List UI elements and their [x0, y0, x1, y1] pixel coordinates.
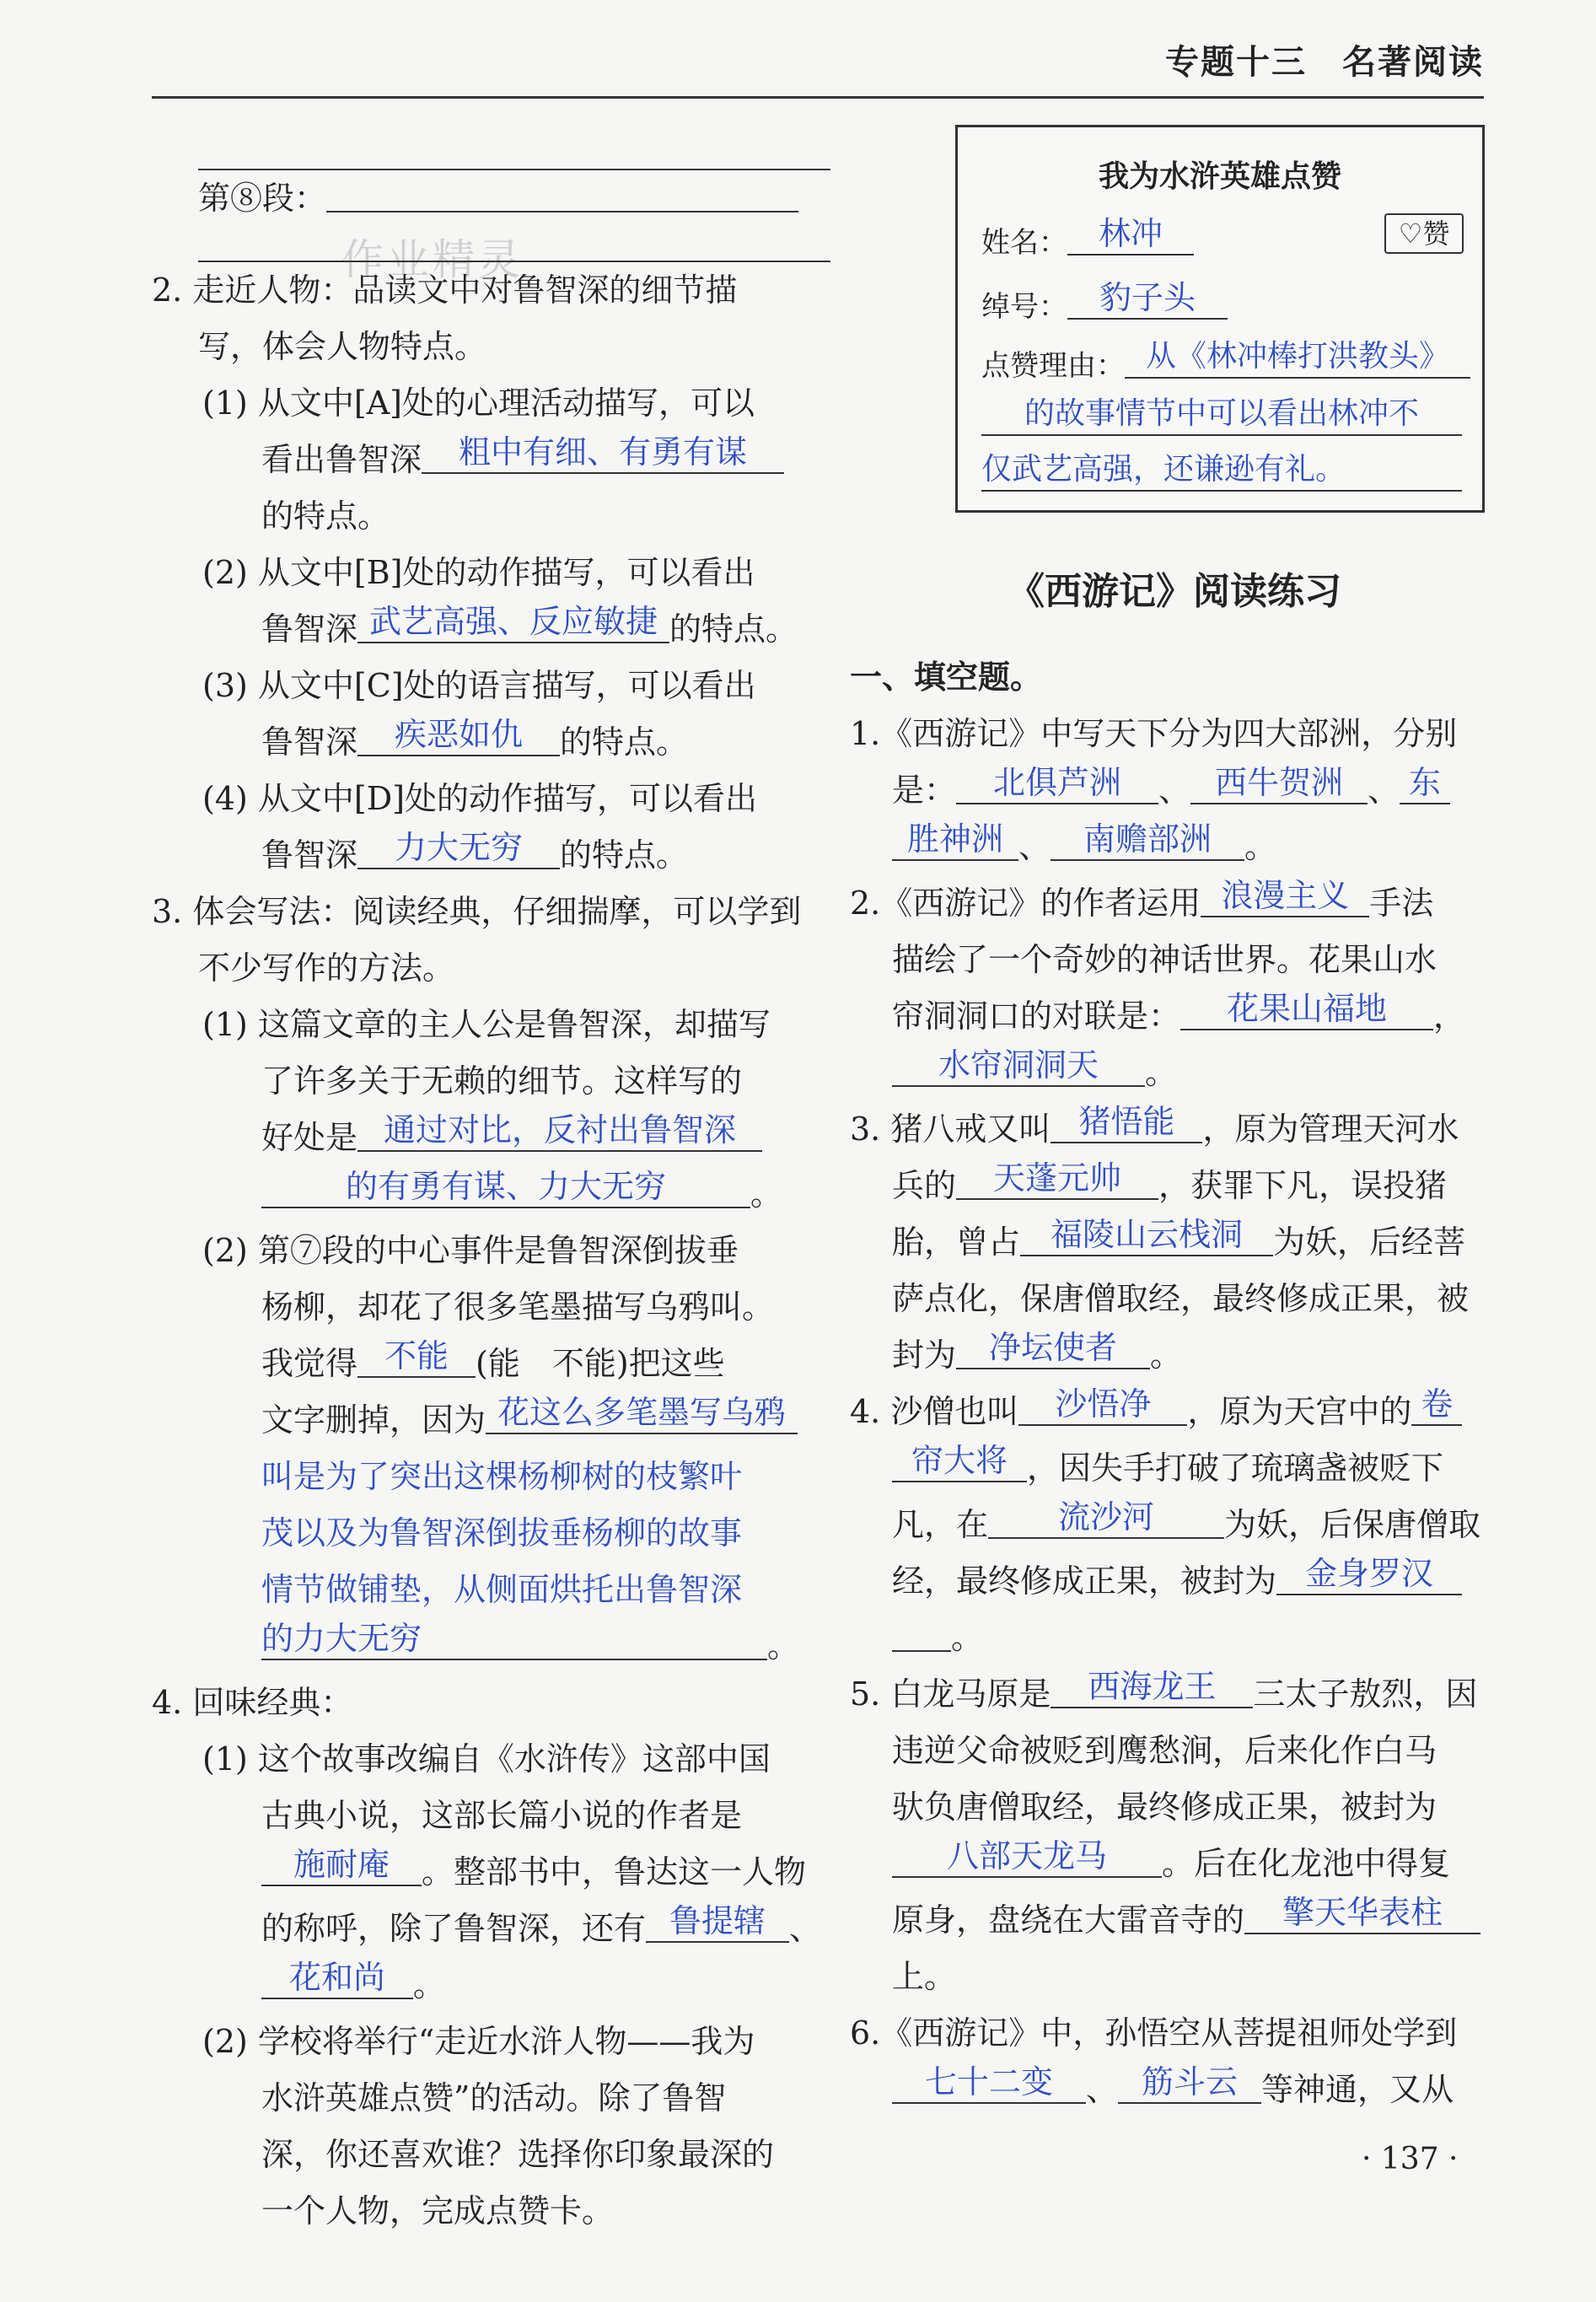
handwritten-answer: 施耐庵: [293, 1846, 390, 1883]
card-reason-row: [981, 451, 1462, 496]
handwritten-answer: 的力大无穷: [261, 1620, 422, 1657]
handwritten-answer: 仅武艺高强，还谦逊有礼。: [981, 452, 1346, 487]
handwritten-answer: 胜神洲: [906, 820, 1003, 858]
like-badge: ♡赞: [1384, 213, 1464, 254]
question-text: 兵的: [892, 1167, 957, 1204]
part-heading: 一、填空题。: [850, 659, 1043, 696]
page-header: [152, 30, 1484, 99]
answer-line: [152, 1901, 822, 1957]
answer-line: [850, 875, 1499, 932]
question-text: 、: [1368, 772, 1400, 809]
answer-line: [152, 1562, 809, 1618]
question-text: 。: [1150, 1337, 1183, 1374]
question-text: 鲁智深: [261, 610, 358, 648]
section-title: 《西游记》阅读练习: [1008, 570, 1341, 613]
question-text: 是：: [892, 772, 957, 809]
question-text: 三太子敖烈，因: [1253, 1675, 1478, 1713]
answer-line: [850, 1045, 1499, 1101]
question-text: 2. 走近人物：品读文中对鲁智深的细节描: [152, 272, 738, 309]
answer-line: [198, 126, 830, 170]
answer-line: [152, 1618, 809, 1675]
handwritten-answer: 帘大将: [911, 1442, 1008, 1479]
handwritten-answer: 武艺高强、反应敏捷: [369, 603, 658, 640]
question-text: 的称呼，除了鲁智深，还有: [261, 1910, 647, 1947]
question-text: 胎，曾占: [892, 1224, 1021, 1261]
answer-blank[interactable]: [1400, 764, 1450, 804]
answer-line: [152, 1392, 809, 1449]
answer-blank[interactable]: [357, 1337, 476, 1378]
handwritten-answer: 情节做铺垫，从侧面烘托出鲁智深: [261, 1571, 743, 1608]
question-text: ，获罪下凡，误投猪: [1158, 1167, 1448, 1204]
answer-line: [152, 601, 809, 658]
handwritten-answer: 疾恶如仇: [395, 716, 524, 753]
handwritten-answer: 福陵山云栈洞: [1051, 1216, 1244, 1253]
question-text: 的特点。: [560, 723, 689, 761]
handwritten-answer: 西海龙王: [1088, 1668, 1217, 1705]
handwritten-answer: 浪漫主义: [1221, 877, 1350, 914]
handwritten-answer: 鲁提辖: [669, 1902, 766, 1939]
question-text: 。: [1145, 1054, 1178, 1091]
answer-blank[interactable]: [1020, 1216, 1273, 1256]
answer-blank[interactable]: [956, 764, 1158, 804]
answer-blank[interactable]: [1051, 1668, 1253, 1708]
handwritten-answer: 筋斗云: [1142, 2063, 1239, 2100]
question-text: 、: [789, 1910, 822, 1947]
answer-line: [850, 1158, 1499, 1214]
card-title: 我为水浒英雄点赞: [1098, 159, 1341, 194]
answer-line: [152, 1336, 809, 1392]
handwritten-answer: 八部天龙马: [946, 1837, 1107, 1874]
handwritten-answer: 花果山福地: [1227, 990, 1388, 1027]
question-text: 深，你还喜欢谁？选择你印象最深的: [261, 2136, 775, 2173]
answer-blank[interactable]: [486, 1394, 798, 1434]
nickname-label: 绰号：: [981, 290, 1067, 324]
question-text: 手法: [1369, 885, 1434, 922]
answer-line: [850, 2062, 1499, 2118]
handwritten-answer: 的故事情节中可以看出林冲不: [1024, 396, 1419, 431]
question-text: 了许多关于无赖的细节。这样写的: [261, 1062, 743, 1100]
answer-line: [850, 1384, 1499, 1440]
question-text: 。整部书中，鲁达这一人物: [422, 1853, 807, 1891]
question-text: 鲁智深: [261, 836, 358, 874]
answer-blank[interactable]: [1276, 1555, 1462, 1595]
question-text: (能 不能)把这些: [476, 1345, 725, 1382]
question-text: 违逆父命被贬到鹰愁涧，后来化作白马: [892, 1732, 1437, 1769]
question-text: 2.《西游记》的作者运用: [850, 885, 1201, 922]
answer-line: [152, 1449, 809, 1505]
question-text: 封为: [892, 1337, 957, 1374]
answer-line: [152, 1110, 809, 1166]
answer-blank[interactable]: [261, 1959, 413, 1999]
answer-blank[interactable]: [1411, 1385, 1462, 1426]
answer-line: [850, 819, 1499, 875]
answer-line: [850, 1101, 1499, 1158]
question-text: 为妖，后经菩: [1273, 1224, 1466, 1261]
card-reason-row: [981, 395, 1462, 440]
question-text: 1.《西游记》中写天下分为四大部洲，分别: [850, 715, 1458, 752]
answer-blank[interactable]: [892, 820, 1018, 861]
handwritten-answer: 花和尚: [288, 1959, 385, 1996]
question-text: 、: [1158, 772, 1191, 809]
right-column: [850, 649, 1499, 2118]
answer-blank[interactable]: [646, 1902, 789, 1943]
question-text: (2) 从文中[B]处的动作描写，可以看出: [202, 554, 755, 591]
card-name-row: [981, 215, 1194, 261]
question-text: 4. 回味经典：: [152, 1684, 353, 1721]
answer-line: [152, 1505, 809, 1562]
nickname-field[interactable]: [1067, 279, 1228, 320]
reason-field[interactable]: [1125, 338, 1470, 379]
answer-line: [152, 714, 809, 771]
answer-line: [850, 1327, 1499, 1384]
handwritten-answer: 流沙河: [1058, 1498, 1155, 1536]
answer-blank[interactable]: [988, 1498, 1224, 1539]
question-text: 一个人物，完成点赞卡。: [261, 2192, 615, 2229]
answer-line: [152, 1957, 809, 2014]
answer-blank[interactable]: [1180, 990, 1433, 1030]
answer-blank[interactable]: [1190, 764, 1368, 804]
answer-blank[interactable]: [357, 1111, 762, 1152]
question-text: 、: [1018, 828, 1051, 865]
answer-blank[interactable]: [1201, 877, 1369, 917]
answer-blank[interactable]: [422, 433, 784, 474]
handwritten-answer: 茂以及为鲁智深倒拔垂杨柳的故事: [261, 1514, 743, 1552]
question-text: (4) 从文中[D]处的动作描写，可以看出: [202, 780, 758, 817]
answer-blank[interactable]: [357, 716, 560, 756]
page-number: · 137 ·: [1362, 2142, 1459, 2176]
handwritten-answer: 沙悟净: [1055, 1385, 1152, 1423]
question-text: 文字删掉，因为: [261, 1401, 486, 1439]
answer-line: [850, 1440, 1499, 1497]
question-text: 我觉得: [261, 1345, 358, 1382]
question-text: 、: [1086, 2071, 1119, 2108]
question-text: 。: [951, 1619, 984, 1656]
question-text: 凡，在: [892, 1506, 989, 1543]
handwritten-answer: 净坛使者: [989, 1329, 1118, 1366]
question-text: ，原为天宫中的: [1187, 1393, 1412, 1430]
answer-line: [850, 1610, 1499, 1666]
question-text: 3. 体会写法：阅读经典，仔细揣摩，可以学到: [152, 893, 802, 930]
question-text: 萨点化，保唐僧取经，最终修成正果，被: [892, 1280, 1470, 1317]
question-text: 写，体会人物特点。: [198, 328, 487, 365]
question-text: 古典小说，这部长篇小说的作者是: [261, 1797, 743, 1834]
question-text: ，因失手打破了琉璃盏被贬下: [1027, 1450, 1444, 1487]
handwritten-answer: 力大无穷: [395, 829, 524, 866]
question-text: 不少写作的方法。: [198, 949, 455, 987]
handwritten-answer: 通过对比，反衬出鲁智深: [384, 1111, 737, 1148]
question-text: 描绘了一个奇妙的神话世界。花果山水: [892, 941, 1437, 978]
handwritten-answer: 不能: [384, 1337, 449, 1374]
question-text: 上。: [892, 1958, 957, 1995]
name-field[interactable]: [1067, 215, 1194, 255]
reason-label: 点赞理由：: [981, 349, 1125, 383]
handwritten-answer: 东: [1409, 764, 1442, 801]
answer-blank[interactable]: [1244, 1894, 1480, 1934]
handwritten-answer: 粗中有细、有勇有谋: [459, 433, 748, 471]
chapter-title: 专题十三 名著阅读: [1165, 43, 1484, 82]
answer-line: [152, 432, 809, 488]
answer-blank[interactable]: [892, 1442, 1027, 1482]
question-text: 好处是: [261, 1119, 358, 1156]
question-text: 驮负唐僧取经，最终修成正果，被封为: [892, 1788, 1437, 1826]
question-text: 帘洞洞口的对联是：: [892, 998, 1181, 1035]
question-text: 为妖，后保唐僧取: [1224, 1506, 1481, 1543]
answer-line: [850, 762, 1499, 819]
handwritten-answer: 北俱芦洲: [993, 764, 1122, 801]
handwritten-answer: 猪悟能: [1078, 1103, 1175, 1140]
question-text: 。: [767, 1627, 800, 1665]
question-text: 。: [413, 1966, 446, 2003]
answer-blank[interactable]: [1018, 1385, 1187, 1426]
answer-blank[interactable]: [1051, 820, 1244, 861]
answer-blank[interactable]: [261, 1846, 422, 1886]
question-text: (1) 从文中[A]处的心理活动描写，可以: [202, 385, 755, 422]
answer-blank[interactable]: [956, 1159, 1158, 1200]
question-text: 杨柳，却花了很多笔墨描写乌鸦叫。: [261, 1288, 775, 1326]
question-text: 等神通，又从: [1261, 2071, 1454, 2108]
answer-line: [850, 1214, 1499, 1271]
answer-blank[interactable]: [892, 1046, 1145, 1087]
handwritten-answer: 从《林冲棒打洪教头》: [1145, 339, 1449, 374]
handwritten-answer: 水帘洞洞天: [938, 1046, 1099, 1084]
handwritten-answer: 南赡部洲: [1083, 820, 1212, 858]
question-text: 。: [1244, 828, 1277, 865]
answer-line: [850, 1497, 1499, 1553]
answer-blank[interactable]: [892, 1611, 951, 1652]
question-text: ，: [1433, 998, 1466, 1035]
handwritten-answer: 豹子头: [1099, 279, 1196, 316]
question-text: (3) 从文中[C]处的语言描写，可以看出: [202, 667, 756, 704]
question-text: 的特点。: [560, 836, 689, 874]
answer-blank[interactable]: [892, 2063, 1086, 2104]
question-text: (2) 学校将举行“走近水浒人物——我为: [202, 2023, 755, 2060]
answer-line: [198, 227, 830, 262]
answer-line: [152, 1166, 809, 1223]
question-text: 5. 白龙马原是: [850, 1675, 1051, 1713]
answer-blank[interactable]: [261, 1620, 767, 1660]
question-text: 水浒英雄点赞”的活动。除了鲁智: [261, 2079, 727, 2116]
handwritten-answer: 西牛贺洲: [1215, 764, 1344, 801]
answer-line: [152, 1844, 809, 1901]
answer-line: [850, 1836, 1499, 1892]
answer-line: [850, 1892, 1499, 1949]
question-text: 鲁智深: [261, 723, 358, 761]
reason-field[interactable]: [981, 451, 1462, 492]
handwritten-answer: 林冲: [1098, 215, 1163, 252]
answer-blank[interactable]: [326, 172, 798, 212]
question-text: (1) 这个故事改编自《水浒传》这部中国: [202, 1740, 771, 1778]
reason-field[interactable]: [981, 395, 1462, 436]
answer-blank[interactable]: [357, 603, 669, 643]
question-text: 经，最终修成正果，被封为: [892, 1562, 1277, 1600]
question-text: 的特点。: [669, 610, 798, 648]
answer-line: [850, 1553, 1499, 1610]
question-text: (1) 这篇文章的主人公是鲁智深，却描写: [202, 1006, 771, 1043]
handwritten-answer: 花这么多笔墨写乌鸦: [497, 1394, 787, 1431]
watermark: 作业精灵: [341, 235, 524, 284]
handwritten-answer: 卷: [1421, 1385, 1454, 1423]
question-text: 。后在化龙池中得复: [1162, 1845, 1451, 1882]
answer-blank[interactable]: [1118, 2063, 1261, 2104]
question-text: 。: [750, 1175, 783, 1213]
question-text: (2) 第⑦段的中心事件是鲁智深倒拔垂: [202, 1232, 739, 1269]
answer-blank[interactable]: [1051, 1103, 1202, 1143]
question-text: 3. 猪八戒又叫: [850, 1111, 1051, 1148]
handwritten-answer: 金身罗汉: [1305, 1555, 1434, 1592]
answer-blank[interactable]: [956, 1329, 1150, 1369]
paragraph-8-line: [152, 170, 809, 227]
question-text: 4. 沙僧也叫: [850, 1393, 1019, 1430]
answer-blank[interactable]: [357, 829, 560, 869]
answer-line: [850, 988, 1499, 1045]
answer-line: [850, 1666, 1499, 1723]
question-text: 看出鲁智深: [261, 441, 422, 478]
card-nickname-row: [981, 279, 1228, 325]
question-text: 原身，盘绕在大雷音寺的: [892, 1901, 1245, 1939]
left-column: [152, 126, 822, 2240]
name-label: 姓名：: [981, 226, 1067, 260]
answer-line: [152, 827, 809, 884]
praise-card: [955, 125, 1485, 513]
handwritten-answer: 的有勇有谋、力大无穷: [345, 1168, 666, 1205]
card-reason-row: [981, 338, 1470, 384]
question-text: 的特点。: [261, 498, 390, 535]
question-text: 6.《西游记》中，孙悟空从菩提祖师处学到: [850, 2014, 1458, 2052]
question-text: ，原为管理天河水: [1202, 1111, 1459, 1148]
handwritten-answer: 天蓬元帅: [993, 1159, 1122, 1197]
answer-blank[interactable]: [892, 1837, 1162, 1878]
paragraph-8-label: 第⑧段：: [198, 180, 327, 217]
handwritten-answer: 七十二变: [924, 2063, 1053, 2100]
handwritten-answer: 叫是为了突出这棵杨柳树的枝繁叶: [261, 1458, 743, 1495]
handwritten-answer: 擎天华表柱: [1282, 1894, 1443, 1931]
answer-blank[interactable]: [261, 1168, 750, 1208]
